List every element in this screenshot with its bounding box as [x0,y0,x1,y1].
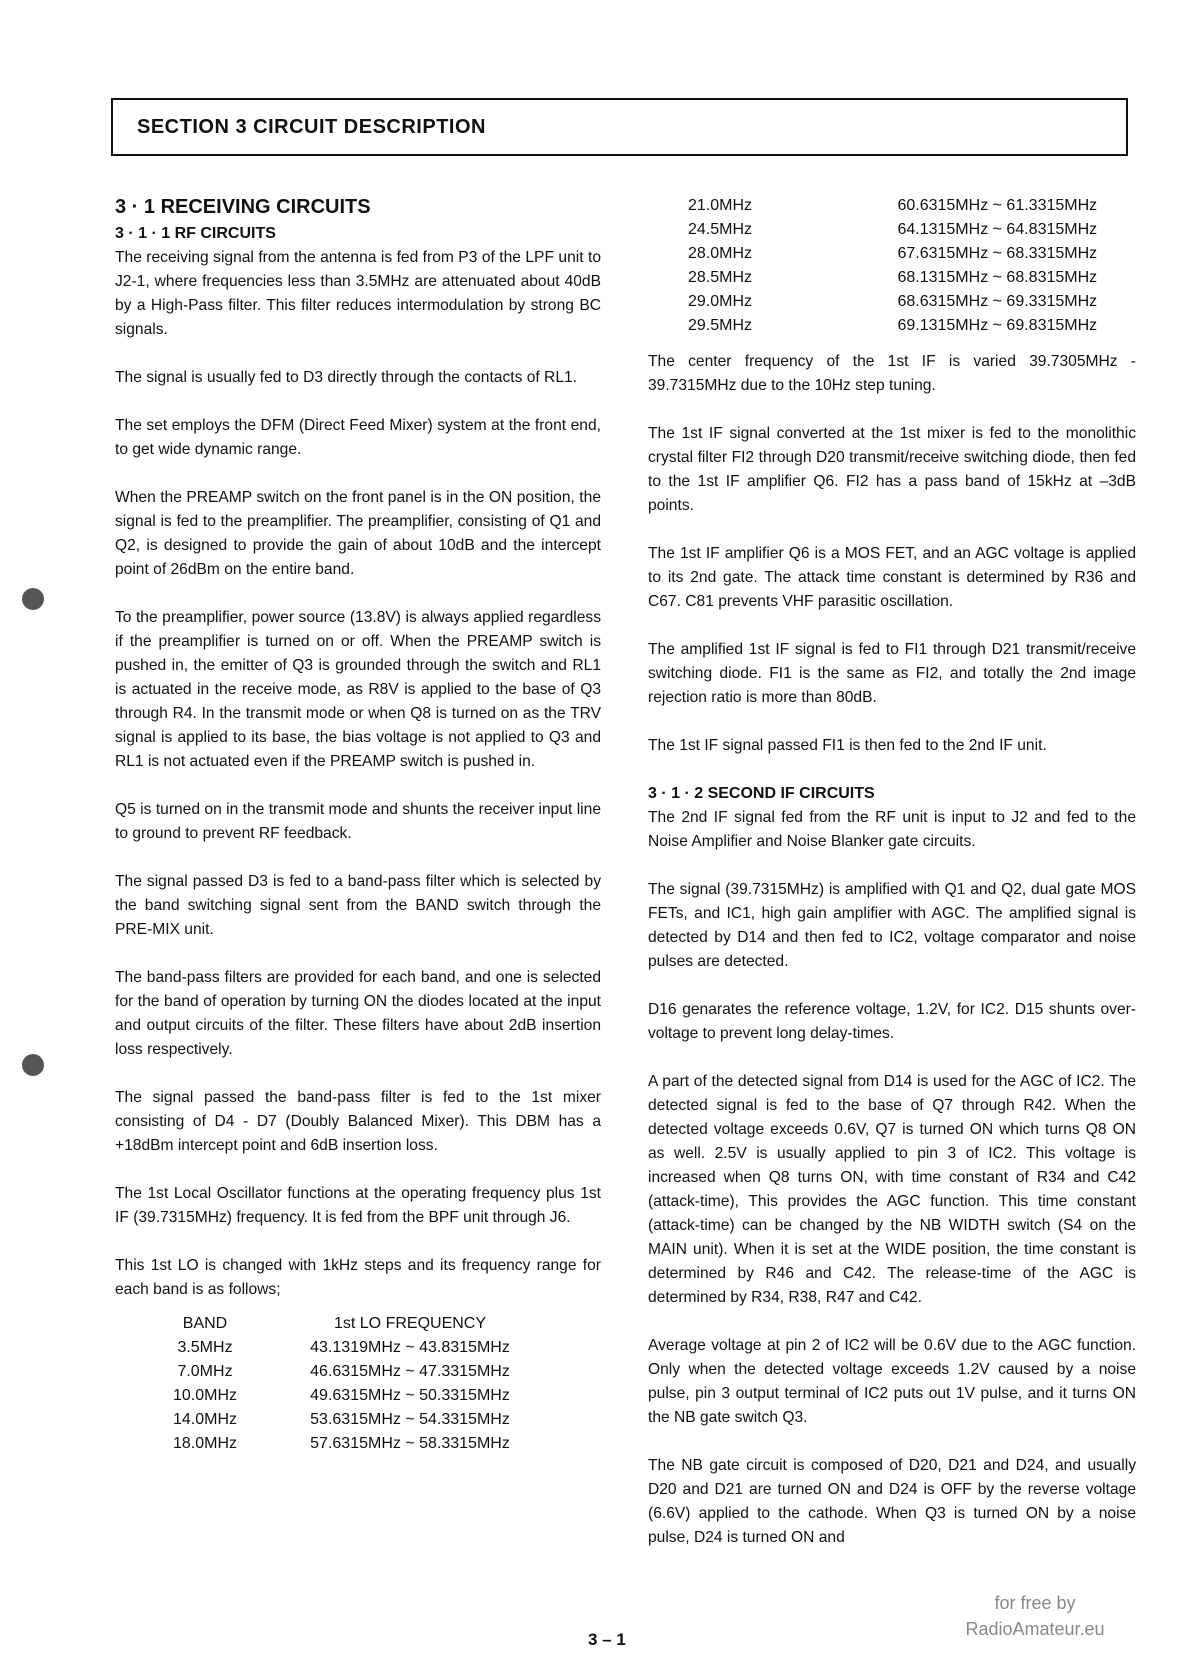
subsection-heading: 3 · 1 · 1 RF CIRCUITS [115,225,276,242]
paragraph: Q5 is turned on in the transmit mode and shunts the receiver input line to ground to prevent RF feedback. [115,801,601,842]
paragraph: The receiving signal from the antenna is fed from P3 of the LPF unit to J2-1, where frequencies less than 3.5MHz are attenuated about 40dB by a High-Pass filter. This filter reduces intermodulation by strong BC signals. [115,249,601,338]
band-cell: 29.5MHz [688,317,753,334]
paragraph: The center frequency of the 1st IF is varied 39.7305MHz - 39.7315MHz due to the 10Hz step tuning. [648,353,1136,394]
band-cell: 10.0MHz [172,1387,238,1404]
paragraph: The NB gate circuit is composed of D20, D21 and D24, and usually D20 and D21 are turned ON and D24 is OFF by the reverse voltage (6.6V) applied to the cathode. When Q3 is turned ON by a noise pulse, D24 is turned ON and [648,1457,1136,1546]
table-row [688,314,1136,338]
paragraph: To the preamplifier, power source (13.8V) is always applied regardless if the preamplifier is turned on or off. When the PREAMP switch is pushed in, the emitter of Q3 is grounded through the switch and RL1 is actuated in the receive mode, as R8V is applied to the base of Q3 through R4. In the transmit mode or when Q8 is turned on as the TRV signal is applied to its base, the bias voltage is not applied to Q3 and RL1 is not actuated even if the PREAMP switch is pushed in. [115,609,601,770]
page-number: 3 – 1 [588,1630,626,1649]
table-row [688,290,1136,314]
band-cell: 3.5MHz [177,1339,233,1356]
left-column [115,194,601,1456]
band-cell: 24.5MHz [688,221,753,238]
paragraph: The 1st IF signal passed FI1 is then fed to the 2nd IF unit. [648,737,1047,754]
table-row [135,1384,545,1408]
paragraph: The signal passed D3 is fed to a band-pass filter which is selected by the band switching signal sent from the BAND switch through the PRE-MIX unit. [115,873,601,938]
table-header-row [135,1312,545,1336]
table-row [688,218,1136,242]
lo-cell: 68.1315MHz ~ 68.8315MHz [897,269,1098,286]
band-cell: 21.0MHz [688,197,753,214]
table-row [135,1360,545,1384]
table-row [688,266,1136,290]
paragraph: The 2nd IF signal fed from the RF unit is input to J2 and fed to the Noise Amplifier and Noise Blanker gate circuits. [648,809,1136,850]
table-header-band: BAND [182,1315,228,1332]
right-column [648,194,1136,1550]
paragraph: Average voltage at pin 2 of IC2 will be 0.6V due to the AGC function. Only when the detected voltage exceeds 1.2V caused by a noise pulse, pin 3 output terminal of IC2 puts out 1V pulse, and it turns ON the NB gate switch Q3. [648,1337,1136,1426]
lo-cell: 49.6315MHz ~ 50.3315MHz [310,1387,510,1404]
paragraph: The 1st IF amplifier Q6 is a MOS FET, and an AGC voltage is applied to its 2nd gate. The attack time constant is determined by R36 and C67. C81 prevents VHF parasitic oscillation. [648,545,1136,610]
section-header-box [111,98,1128,156]
paragraph: The signal is usually fed to D3 directly through the contacts of RL1. [115,369,577,386]
lo-cell: 57.6315MHz ~ 58.3315MHz [310,1435,510,1452]
section-title: SECTION 3 CIRCUIT DESCRIPTION [137,116,486,138]
lo-cell: 60.6315MHz ~ 61.3315MHz [897,197,1098,214]
band-cell: 28.0MHz [688,245,753,262]
subsection-heading: 3 · 1 · 2 SECOND IF CIRCUITS [648,785,875,802]
paragraph: This 1st LO is changed with 1kHz steps and its frequency range for each band is as follows; [115,1257,601,1298]
punch-hole-mark [22,1054,44,1076]
band-cell: 14.0MHz [172,1411,238,1428]
paragraph: The signal (39.7315MHz) is amplified with Q1 and Q2, dual gate MOS FETs, and IC1, high gain amplifier with AGC. The amplified signal is detected by D14 and then fed to IC2, voltage comparator and noise pulses are detected. [648,881,1136,970]
watermark-line: for free by [994,1593,1076,1613]
table-row [688,194,1136,218]
lo-cell: 68.6315MHz ~ 69.3315MHz [897,293,1098,310]
paragraph: The signal passed the band-pass filter is fed to the 1st mixer consisting of D4 - D7 (Doubly Balanced Mixer). This DBM has a +18dBm intercept point and 6dB insertion loss. [115,1089,601,1154]
lo-frequency-table [135,1312,545,1456]
band-cell: 18.0MHz [172,1435,238,1452]
lo-cell: 43.1319MHz ~ 43.8315MHz [310,1339,510,1356]
paragraph: The band-pass filters are provided for each band, and one is selected for the band of operation by turning ON the diodes located at the input and output circuits of the filter. These filters have about 2dB insertion loss respectively. [115,969,601,1058]
paragraph: The amplified 1st IF signal is fed to FI1 through D21 transmit/receive switching diode. FI1 is the same as FI2, and totally the 2nd image rejection ratio is more than 80dB. [648,641,1136,706]
paragraph: The 1st Local Oscillator functions at the operating frequency plus 1st IF (39.7315MHz) frequency. It is fed from the BPF unit through J6. [115,1185,601,1226]
table-header-lo: 1st LO FREQUENCY [333,1315,487,1332]
paragraph: When the PREAMP switch on the front panel is in the ON position, the signal is fed to the preamplifier. The preamplifier, consisting of Q1 and Q2, is designed to provide the gain of about 10dB and the intercept point of 26dBm on the entire band. [115,489,601,578]
table-row [135,1408,545,1432]
paragraph: The set employs the DFM (Direct Feed Mixer) system at the front end, to get wide dynamic range. [115,417,601,458]
section-heading: 3 · 1 RECEIVING CIRCUITS [115,196,371,218]
table-row [135,1336,545,1360]
paragraph: D16 genarates the reference voltage, 1.2V, for IC2. D15 shunts over-voltage to prevent long delay-times. [648,1001,1136,1042]
paragraph: A part of the detected signal from D14 is used for the AGC of IC2. The detected signal is fed to the base of Q7 through R42. When the detected voltage exceeds 0.6V, Q7 is turned ON which turns Q8 ON as well. 2.5V is usually applied to pin 3 of IC2. This voltage is increased when Q8 turns ON, with time constant of R34 and C42 (attack-time), This provides the AGC function. This time constant (attack-time) can be changed by the NB WIDTH switch (S4 on the MAIN unit). When it is set at the WIDE position, the time constant is determined by R46 and C42. The release-time of the AGC is determined by R34, R38, R47 and C42. [648,1073,1136,1306]
lo-cell: 67.6315MHz ~ 68.3315MHz [897,245,1098,262]
band-cell: 28.5MHz [688,269,753,286]
lo-frequency-table-continued [688,194,1136,338]
punch-hole-mark [22,588,44,610]
lo-cell: 69.1315MHz ~ 69.8315MHz [897,317,1098,334]
table-row [688,242,1136,266]
paragraph: The 1st IF signal converted at the 1st mixer is fed to the monolithic crystal filter FI2 through D20 transmit/receive switching diode, then fed to the 1st IF amplifier Q6. FI2 has a pass band of 15kHz at –3dB points. [648,425,1136,514]
watermark-line: RadioAmateur.eu [965,1619,1105,1639]
band-cell: 29.0MHz [688,293,753,310]
lo-cell: 46.6315MHz ~ 47.3315MHz [310,1363,510,1380]
lo-cell: 64.1315MHz ~ 64.8315MHz [897,221,1098,238]
watermark [935,1590,1135,1642]
lo-cell: 53.6315MHz ~ 54.3315MHz [310,1411,510,1428]
band-cell: 7.0MHz [177,1363,233,1380]
table-row [135,1432,545,1456]
